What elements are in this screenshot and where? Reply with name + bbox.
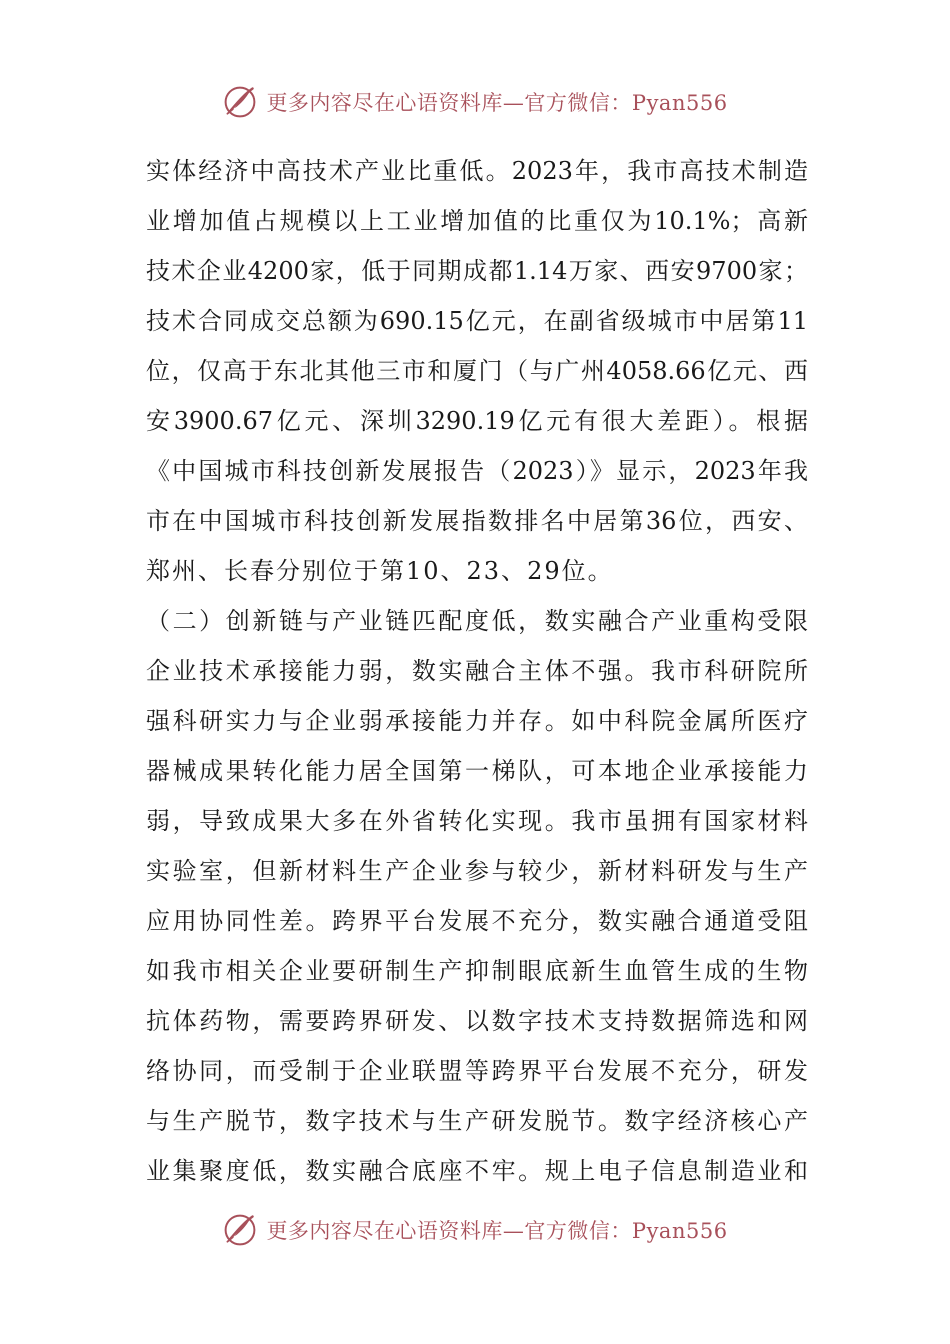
header-banner (0, 82, 950, 122)
footer-banner (0, 1210, 950, 1250)
banner-text: 更多内容尽在心语资料库—官方微信：Pyan556 (266, 91, 728, 115)
text-line: 安3900.67亿元、深圳3290.19亿元有很大差距）。根据 (146, 407, 808, 435)
quill-pen-logo-icon (222, 84, 258, 120)
text-line: 实体经济中高技术产业比重低。2023年，我市高技术制造 (146, 157, 808, 185)
text-line: 企业技术承接能力弱，数实融合主体不强。我市科研院所 (146, 657, 808, 685)
text-line: 器械成果转化能力居全国第一梯队，可本地企业承接能力 (146, 757, 808, 785)
text-line: 抗体药物，需要跨界研发、以数字技术支持数据筛选和网 (146, 1007, 808, 1035)
text-line: 如我市相关企业要研制生产抑制眼底新生血管生成的生物 (146, 957, 808, 985)
text-line: 《中国城市科技创新发展报告（2023）》显示，2023年我 (146, 457, 808, 485)
quill-pen-logo-icon (222, 1212, 258, 1248)
banner-text: 更多内容尽在心语资料库—官方微信：Pyan556 (266, 1219, 728, 1243)
section-heading: （二）创新链与产业链匹配度低，数实融合产业重构受限 (146, 607, 808, 635)
text-line: 技术合同成交总额为690.15亿元，在副省级城市中居第11 (146, 307, 808, 335)
text-line: 应用协同性差。跨界平台发展不充分，数实融合通道受阻 (146, 907, 808, 935)
text-line: 业集聚度低，数实融合底座不牢。规上电子信息制造业和 (146, 1157, 808, 1185)
document-body (146, 146, 808, 1196)
text-line: 业增加值占规模以上工业增加值的比重仅为10.1%；高新 (146, 207, 808, 235)
text-line: 郑州、长春分别位于第10、23、29位。 (146, 557, 614, 585)
text-line: 络协同，而受制于企业联盟等跨界平台发展不充分，研发 (146, 1057, 808, 1085)
text-line: 与生产脱节，数字技术与生产研发脱节。数字经济核心产 (146, 1107, 808, 1135)
text-line: 强科研实力与企业弱承接能力并存。如中科院金属所医疗 (146, 707, 808, 735)
text-line: 实验室，但新材料生产企业参与较少，新材料研发与生产 (146, 857, 808, 885)
text-line: 位，仅高于东北其他三市和厦门（与广州4058.66亿元、西 (146, 357, 808, 385)
text-line: 市在中国城市科技创新发展指数排名中居第36位，西安、 (146, 507, 808, 535)
text-line: 弱，导致成果大多在外省转化实现。我市虽拥有国家材料 (146, 807, 808, 835)
text-line: 技术企业4200家，低于同期成都1.14万家、西安9700家； (146, 257, 808, 285)
